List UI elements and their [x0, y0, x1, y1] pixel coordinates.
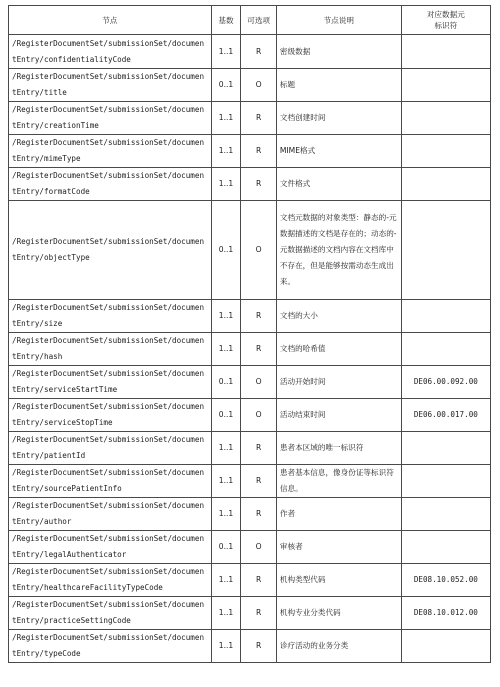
optionality: R	[241, 564, 276, 597]
table-row	[9, 465, 491, 498]
description: 作者	[276, 498, 401, 531]
node-path: /RegisterDocumentSet/submissionSet/documentEntry/creationTime	[9, 102, 212, 135]
reference-id	[401, 333, 490, 366]
optionality: O	[241, 366, 276, 399]
reference-id	[401, 531, 490, 564]
table-row	[9, 168, 491, 201]
node-path: /RegisterDocumentSet/submissionSet/documentEntry/formatCode	[9, 168, 212, 201]
table-row	[9, 432, 491, 465]
cardinality: 1..1	[211, 597, 241, 630]
cardinality: 1..1	[211, 465, 241, 498]
node-path: /RegisterDocumentSet/submissionSet/documentEntry/objectType	[9, 201, 212, 300]
cardinality: 1..1	[211, 333, 241, 366]
node-path: /RegisterDocumentSet/submissionSet/documentEntry/typeCode	[9, 630, 212, 663]
optionality: R	[241, 35, 276, 69]
cardinality: 1..1	[211, 564, 241, 597]
reference-id: DE06.00.017.00	[401, 399, 490, 432]
cardinality: 0..1	[211, 69, 241, 102]
cardinality: 1..1	[211, 35, 241, 69]
reference-id	[401, 102, 490, 135]
table-row	[9, 366, 491, 399]
node-path: /RegisterDocumentSet/submissionSet/documentEntry/serviceStopTime	[9, 399, 212, 432]
header-description: 节点说明	[276, 6, 401, 35]
cardinality: 0..1	[211, 399, 241, 432]
metadata-spec-table	[8, 5, 491, 663]
node-path: /RegisterDocumentSet/submissionSet/documentEntry/sourcePatientInfo	[9, 465, 212, 498]
node-path: /RegisterDocumentSet/submissionSet/documentEntry/hash	[9, 333, 212, 366]
node-path: /RegisterDocumentSet/submissionSet/documentEntry/serviceStartTime	[9, 366, 212, 399]
reference-id	[401, 630, 490, 663]
description: 活动开始时间	[276, 366, 401, 399]
reference-id: DE06.00.092.00	[401, 366, 490, 399]
table-row	[9, 300, 491, 333]
description: 标题	[276, 69, 401, 102]
header-optionality: 可选项	[241, 6, 276, 35]
reference-id	[401, 498, 490, 531]
header-node: 节点	[9, 6, 212, 35]
cardinality: 1..1	[211, 168, 241, 201]
header-reference-line1: 对应数据元	[426, 10, 465, 19]
node-path: /RegisterDocumentSet/submissionSet/documentEntry/healthcareFacilityTypeCode	[9, 564, 212, 597]
cardinality: 0..1	[211, 201, 241, 300]
description: 活动结束时间	[276, 399, 401, 432]
table-row	[9, 399, 491, 432]
node-path: /RegisterDocumentSet/submissionSet/documentEntry/legalAuthenticator	[9, 531, 212, 564]
table-row	[9, 630, 491, 663]
cardinality: 0..1	[211, 531, 241, 564]
node-path: /RegisterDocumentSet/submissionSet/documentEntry/confidentialityCode	[9, 35, 212, 69]
cardinality: 1..1	[211, 498, 241, 531]
description: 文档元数据的对象类型：静态的-元数据描述的文档是存在的；动态的-元数据描述的文档内容在文档库中不存在，但是能够按需动态生成出来。	[276, 201, 401, 300]
node-path: /RegisterDocumentSet/submissionSet/documentEntry/patientId	[9, 432, 212, 465]
table-header-row	[9, 6, 491, 35]
description: 审核者	[276, 531, 401, 564]
cardinality: 1..1	[211, 432, 241, 465]
description: 文档的哈希值	[276, 333, 401, 366]
reference-id	[401, 35, 490, 69]
reference-id	[401, 465, 490, 498]
header-reference	[401, 6, 490, 35]
table-row	[9, 135, 491, 168]
description: 机构类型代码	[276, 564, 401, 597]
table-row	[9, 498, 491, 531]
table-row	[9, 69, 491, 102]
optionality: R	[241, 300, 276, 333]
description: 文档创建时间	[276, 102, 401, 135]
description: 机构专业分类代码	[276, 597, 401, 630]
description: 患者本区域的唯一标识符	[276, 432, 401, 465]
node-path: /RegisterDocumentSet/submissionSet/documentEntry/title	[9, 69, 212, 102]
header-reference-line2: 标识符	[434, 21, 458, 30]
table-row	[9, 102, 491, 135]
description: 密级数据	[276, 35, 401, 69]
table-row	[9, 35, 491, 69]
description: 诊疗活动的业务分类	[276, 630, 401, 663]
reference-id: DE08.10.012.00	[401, 597, 490, 630]
reference-id	[401, 69, 490, 102]
optionality: R	[241, 135, 276, 168]
optionality: O	[241, 399, 276, 432]
table-row	[9, 333, 491, 366]
description: 文档的大小	[276, 300, 401, 333]
optionality: R	[241, 333, 276, 366]
optionality: R	[241, 465, 276, 498]
table-row	[9, 597, 491, 630]
reference-id	[401, 300, 490, 333]
header-cardinality: 基数	[211, 6, 241, 35]
description: 患者基本信息，像身份证等标识符信息。	[276, 465, 401, 498]
cardinality: 1..1	[211, 630, 241, 663]
reference-id	[401, 168, 490, 201]
description: MIME格式	[276, 135, 401, 168]
optionality: R	[241, 168, 276, 201]
table-row	[9, 201, 491, 300]
table-row	[9, 531, 491, 564]
optionality: R	[241, 498, 276, 531]
cardinality: 1..1	[211, 102, 241, 135]
optionality: R	[241, 432, 276, 465]
reference-id	[401, 432, 490, 465]
cardinality: 1..1	[211, 135, 241, 168]
node-path: /RegisterDocumentSet/submissionSet/documentEntry/size	[9, 300, 212, 333]
optionality: O	[241, 531, 276, 564]
node-path: /RegisterDocumentSet/submissionSet/documentEntry/mimeType	[9, 135, 212, 168]
reference-id: DE08.10.052.00	[401, 564, 490, 597]
table-row	[9, 564, 491, 597]
cardinality: 0..1	[211, 366, 241, 399]
optionality: O	[241, 69, 276, 102]
optionality: R	[241, 597, 276, 630]
description: 文件格式	[276, 168, 401, 201]
reference-id	[401, 135, 490, 168]
optionality: R	[241, 630, 276, 663]
optionality: R	[241, 102, 276, 135]
node-path: /RegisterDocumentSet/submissionSet/documentEntry/author	[9, 498, 212, 531]
cardinality: 1..1	[211, 300, 241, 333]
node-path: /RegisterDocumentSet/submissionSet/documentEntry/practiceSettingCode	[9, 597, 212, 630]
reference-id	[401, 201, 490, 300]
optionality: O	[241, 201, 276, 300]
